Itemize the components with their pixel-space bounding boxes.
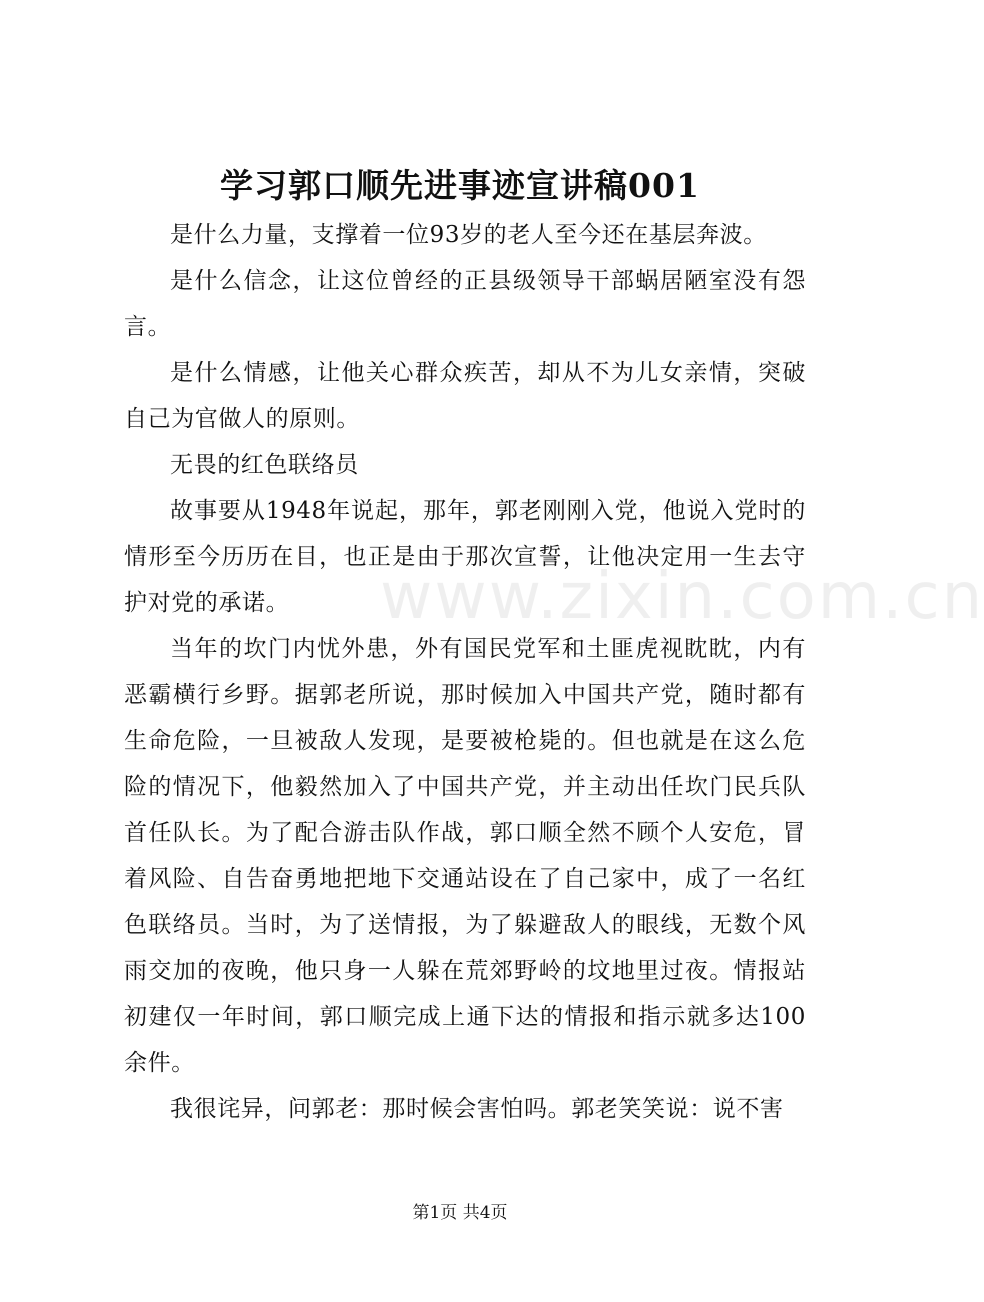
section-heading: 无畏的红色联络员 xyxy=(170,452,359,478)
paragraph-5: 当年的坎门内忧外患，外有国民党军和土匪虎视眈眈，内有恶霸横行乡野。据郭老所说，那时候加入中国共产党，随时都有生命危险，一旦被敌人发现，是要被枪毙的。但也就是在这么危险的情况下，他毅然加入了中国共产党，并主动出任坎门民兵队首任队长。为了配合游击队作战，郭口顺全然不顾个人安危，冒着风险、自告奋勇地把地下交通站设在了自己家中，成了一名红色联络员。当时，为了送情报，为了躲避敌人的眼线，无数个风雨交加的夜晚，他只身一人躲在荒郊野岭的坟地里过夜。情报站初建仅一年时间，郭口顺完成上通下达的情报和指示就多达100余件。 xyxy=(124,636,806,1076)
paragraph-1: 是什么力量，支撑着一位93岁的老人至今还在基层奔波。 xyxy=(170,222,767,248)
watermark: www.zixin.com.cn xyxy=(380,560,984,634)
paragraph-2: 是什么信念，让这位曾经的正县级领导干部蜗居陋室没有怨言。 xyxy=(124,268,806,340)
document-title: 学习郭口顺先进事迹宣讲稿001 xyxy=(220,166,700,205)
paragraph-6: 我很诧异，问郭老：那时候会害怕吗。郭老笑笑说：说不害 xyxy=(170,1096,784,1122)
page-footer: 第1页 共4页 xyxy=(412,1203,508,1223)
document-body xyxy=(124,212,806,1132)
paragraph-3: 是什么情感，让他关心群众疾苦，却从不为儿女亲情，突破自己为官做人的原则。 xyxy=(124,360,806,432)
paragraph-4: 故事要从1948年说起，那年，郭老刚刚入党，他说入党时的情形至今历历在目，也正是由于那次宣誓，让他决定用一生去守护对党的承诺。 xyxy=(124,498,806,616)
